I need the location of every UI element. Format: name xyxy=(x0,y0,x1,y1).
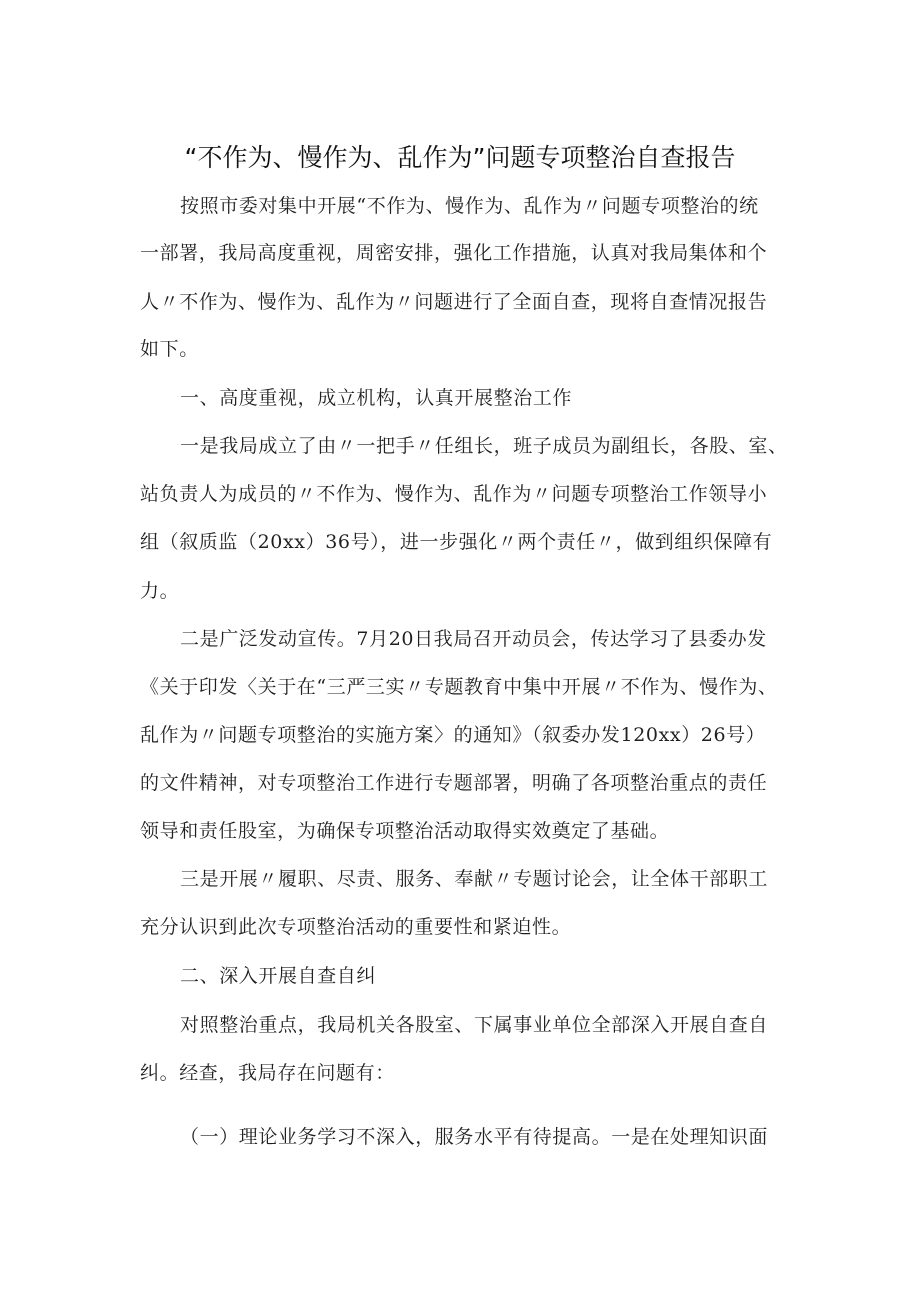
paragraph-line: 二是广泛发动宣传。7月20日我局召开动员会，传达学习了县委办发 xyxy=(180,628,767,650)
paragraph-line: 一是我局成立了由〃一把手〃任组长，班子成员为副组长，各股、室、 xyxy=(180,435,788,457)
paragraph-line: 力。 xyxy=(140,580,180,602)
paragraph-line: 组（叙质监（20xx）36号），进一步强化〃两个责任〃，做到组织保障有 xyxy=(140,531,773,553)
paragraph-line: 按照市委对集中开展“不作为、慢作为、乱作为〃问题专项整治的统 xyxy=(180,195,759,217)
section-heading: 二、深入开展自查自纠 xyxy=(180,965,377,987)
paragraph-line: 站负责人为成员的〃不作为、慢作为、乱作为〃问题专项整治工作领导小 xyxy=(140,483,768,505)
paragraph-line: 的文件精神，对专项整治工作进行专题部署，明确了各项整治重点的责任 xyxy=(140,772,768,794)
paragraph-line: 三是开展〃履职、尽责、服务、奉献〃专题讨论会，让全体干部职工 xyxy=(180,868,769,890)
paragraph-line: 领导和责任股室，为确保专项整治活动取得实效奠定了基础。 xyxy=(140,820,670,842)
paragraph-line: （一）理论业务学习不深入，服务水平有待提高。一是在处理知识面 xyxy=(180,1126,769,1148)
section-heading: 一、高度重视，成立机构，认真开展整治工作 xyxy=(180,387,573,409)
paragraph-line: 乱作为〃问题专项整治的实施方案〉的通知》（叙委办发120xx）26号） xyxy=(140,724,766,746)
paragraph-line: 如下。 xyxy=(140,338,199,360)
paragraph-line: 纠。经查，我局存在问题有： xyxy=(140,1062,395,1084)
paragraph-line: 对照整治重点，我局机关各股室、下属事业单位全部深入开展自查自 xyxy=(180,1014,769,1036)
paragraph-line: 《关于印发〈关于在“三严三实〃专题教育中集中开展〃不作为、慢作为、 xyxy=(140,676,778,698)
document-title: “不作为、慢作为、乱作为”问题专项整治自查报告 xyxy=(184,143,736,172)
paragraph-line: 人〃不作为、慢作为、乱作为〃问题进行了全面自查，现将自查情况报告 xyxy=(140,291,768,313)
paragraph-line: 一部署，我局高度重视，周密安排，强化工作措施，认真对我局集体和个 xyxy=(140,242,768,264)
paragraph-line: 充分认识到此次专项整治活动的重要性和紧迫性。 xyxy=(140,916,572,938)
